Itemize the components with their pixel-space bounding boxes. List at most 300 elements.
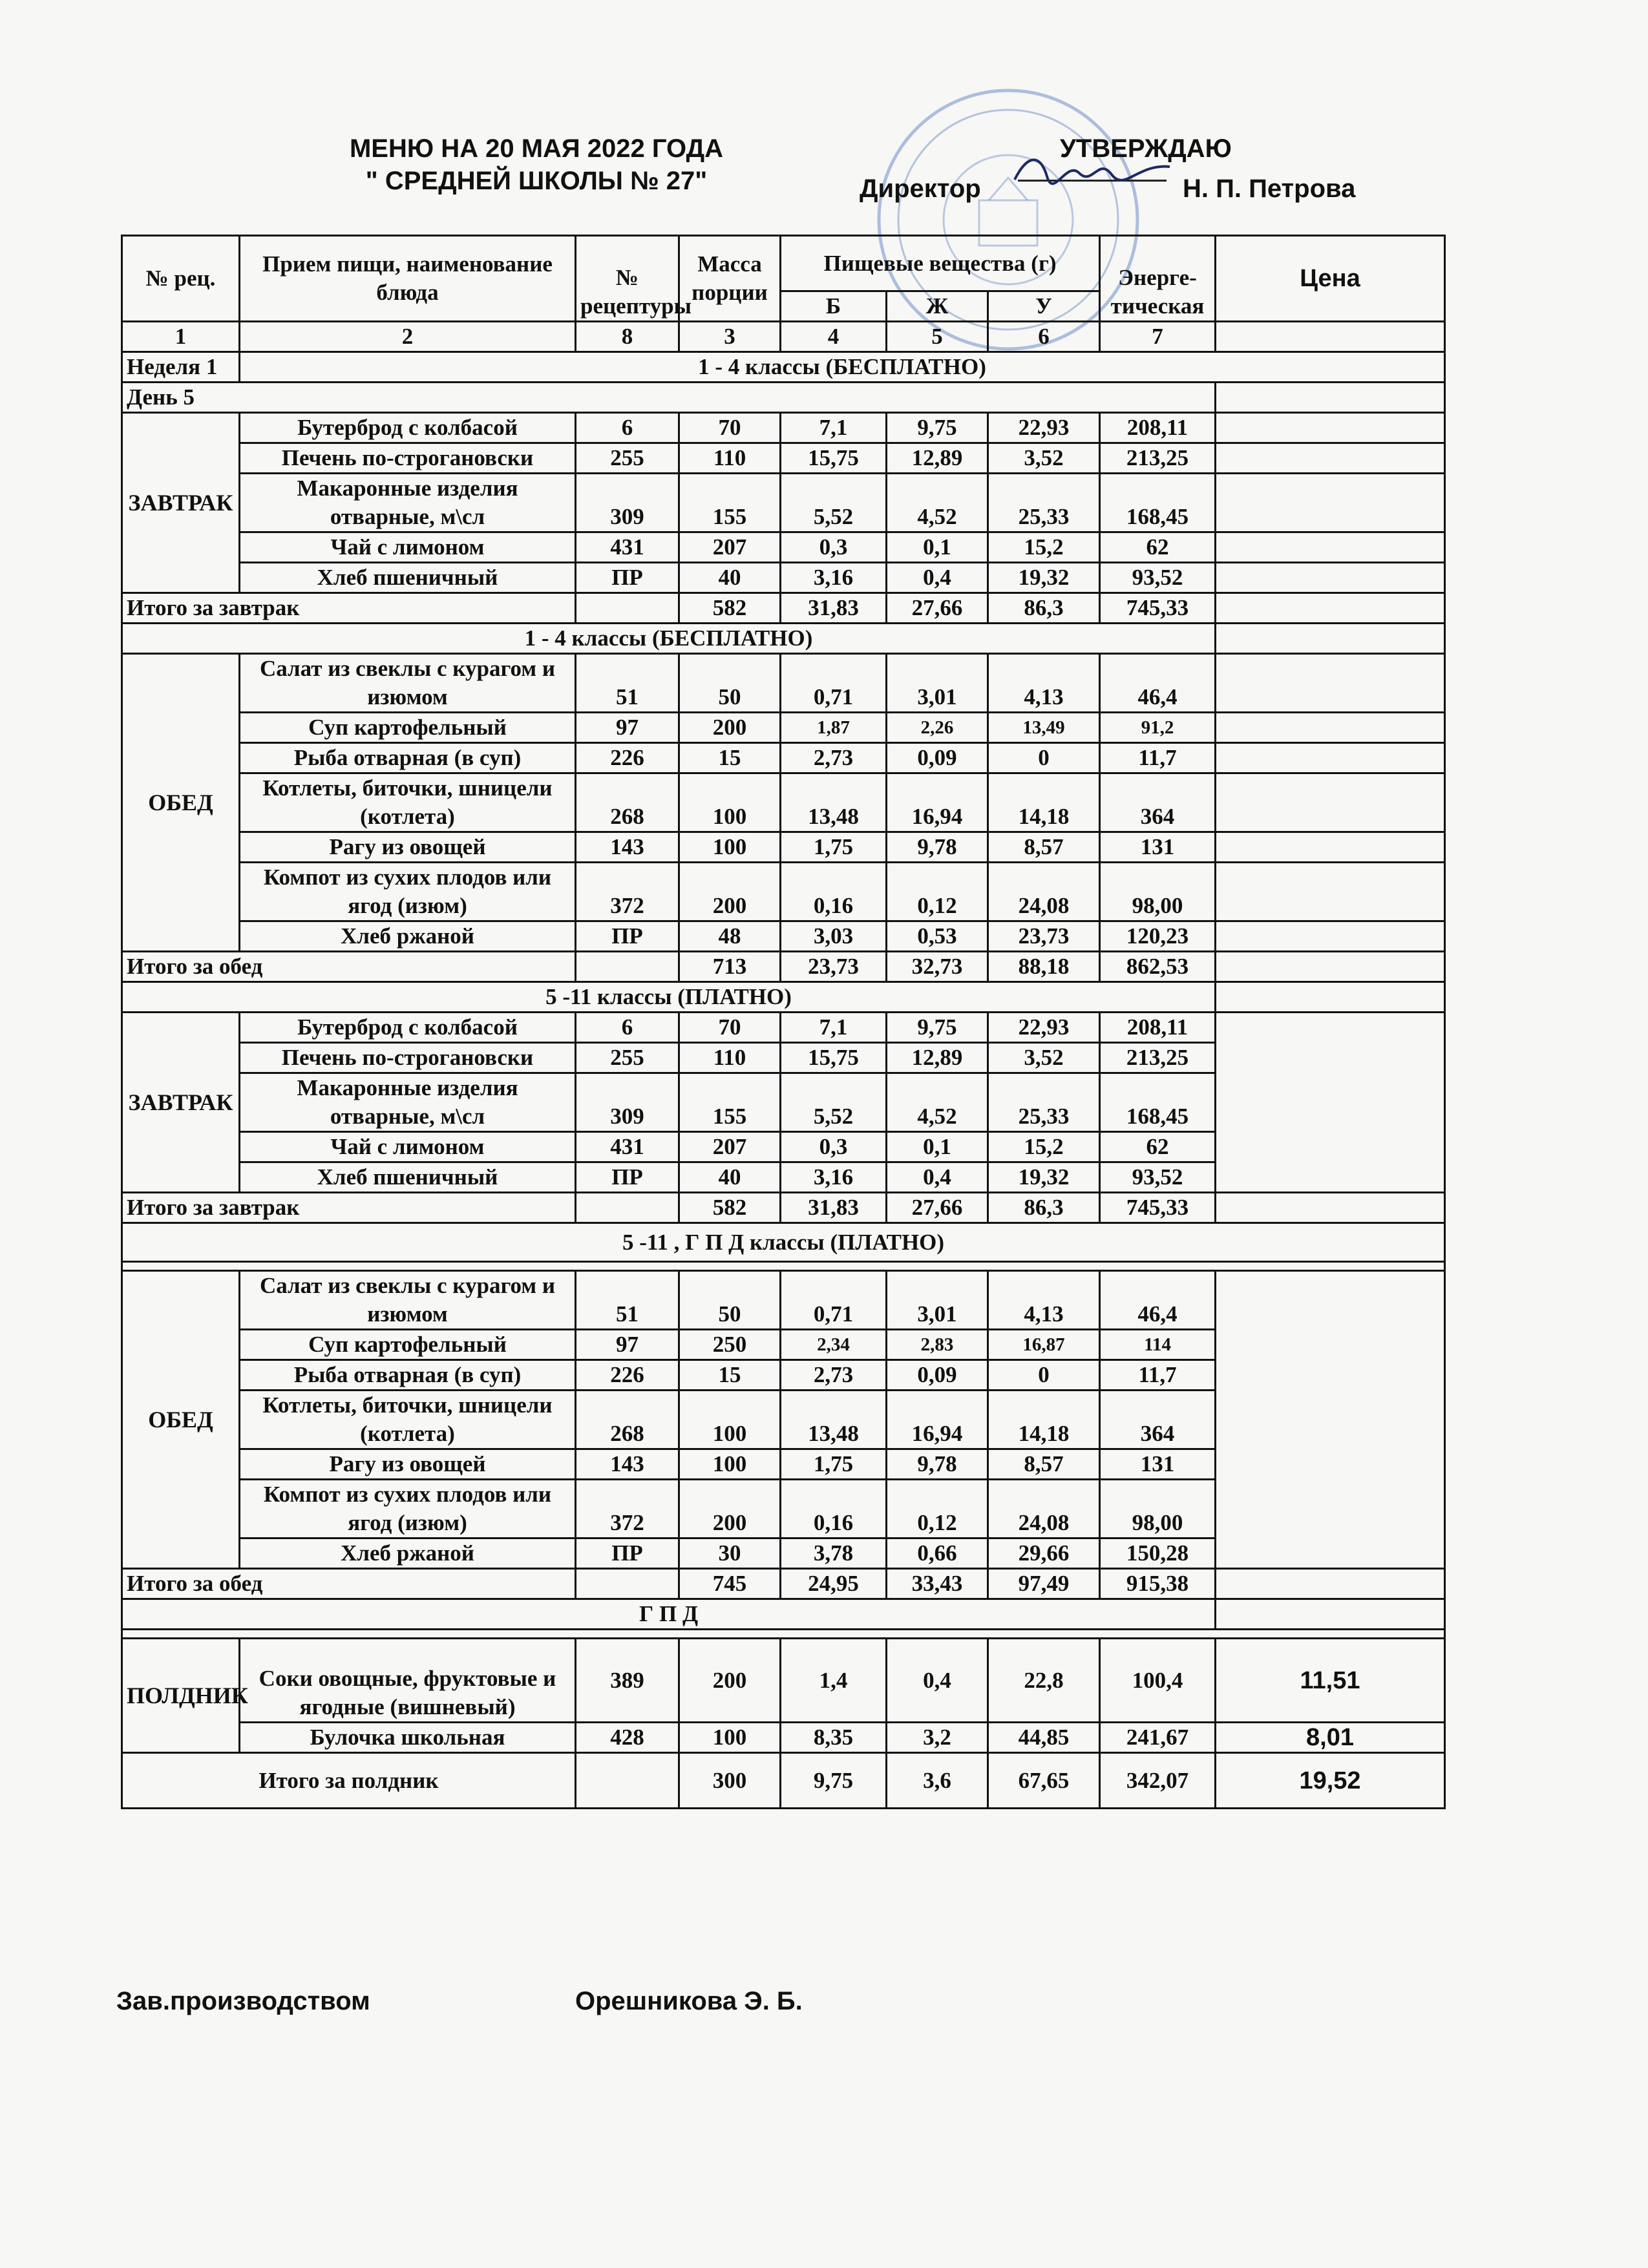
spacer-row [122, 1630, 1445, 1639]
column-number: 2 [240, 322, 576, 352]
total-mass: 745 [679, 1569, 781, 1599]
total-energy: 745,33 [1100, 593, 1216, 624]
menu-item-row [122, 1639, 1445, 1723]
dish-name: Бутерброд с колбасой [240, 413, 576, 443]
recipe-number: 226 [576, 1360, 679, 1391]
menu-item-row [122, 443, 1445, 474]
menu-item-row [122, 1013, 1445, 1043]
protein-value: 2,73 [781, 1360, 887, 1391]
energy-value: 114 [1100, 1330, 1216, 1360]
carb-value: 0 [988, 743, 1100, 773]
carb-value: 25,33 [988, 1073, 1100, 1132]
grade-row [122, 1223, 1445, 1262]
carb-value: 3,52 [988, 443, 1100, 474]
portion-mass: 40 [679, 1162, 781, 1193]
total-energy: 342,07 [1100, 1753, 1216, 1809]
recipe-number: ПР [576, 921, 679, 952]
grade-title: 5 -11 классы (ПЛАТНО) [122, 982, 1216, 1013]
total-label: Итого за обед [122, 1569, 576, 1599]
portion-mass: 200 [679, 1639, 781, 1723]
portion-mass: 250 [679, 1330, 781, 1360]
energy-value: 131 [1100, 1449, 1216, 1480]
protein-value: 0,71 [781, 654, 887, 713]
menu-item-row [122, 413, 1445, 443]
menu-table [121, 235, 1446, 1809]
column-number-row [122, 322, 1445, 352]
dish-name: Печень по-строгановски [240, 443, 576, 474]
dish-name: Чай с лимоном [240, 532, 576, 563]
price-cell [1216, 443, 1445, 474]
recipe-number: 97 [576, 1330, 679, 1360]
total-energy: 862,53 [1100, 952, 1216, 982]
total-fat: 27,66 [887, 593, 988, 624]
total-price-empty [1216, 1193, 1445, 1223]
total-price-empty [1216, 1569, 1445, 1599]
energy-value: 120,23 [1100, 921, 1216, 952]
recipe-number: 268 [576, 1391, 679, 1449]
menu-item-row [122, 563, 1445, 593]
recipe-number: 255 [576, 1043, 679, 1073]
carb-value: 29,66 [988, 1538, 1100, 1569]
empty-cell [1216, 383, 1445, 413]
fat-value: 9,75 [887, 1013, 988, 1043]
meal-label: ЗАВТРАК [122, 1013, 240, 1193]
carb-value: 22,93 [988, 1013, 1100, 1043]
carb-value: 4,13 [988, 654, 1100, 713]
document-title [304, 132, 769, 197]
carb-value: 24,08 [988, 1480, 1100, 1538]
portion-mass: 100 [679, 832, 781, 863]
total-label: Итого за завтрак [122, 1193, 576, 1223]
meal-label: ОБЕД [122, 654, 240, 952]
menu-item-row [122, 832, 1445, 863]
protein-value: 7,1 [781, 1013, 887, 1043]
dish-name: Булочка школьная [240, 1723, 576, 1753]
dish-name: Рыба отварная (в суп) [240, 1360, 576, 1391]
energy-value: 168,45 [1100, 1073, 1216, 1132]
total-mass: 582 [679, 1193, 781, 1223]
total-protein: 9,75 [781, 1753, 887, 1809]
carb-value: 19,32 [988, 1162, 1100, 1193]
total-label: Итого за завтрак [122, 593, 576, 624]
total-row [122, 1569, 1445, 1599]
spacer-cell [122, 1262, 1445, 1271]
portion-mass: 50 [679, 654, 781, 713]
total-energy: 915,38 [1100, 1569, 1216, 1599]
fat-value: 3,01 [887, 654, 988, 713]
fat-value: 4,52 [887, 474, 988, 532]
fat-value: 0,66 [887, 1538, 988, 1569]
fat-value: 2,83 [887, 1330, 988, 1360]
portion-mass: 200 [679, 863, 781, 921]
grade-row [122, 982, 1445, 1013]
energy-value: 131 [1100, 832, 1216, 863]
energy-value: 241,67 [1100, 1723, 1216, 1753]
fat-value: 2,26 [887, 713, 988, 743]
total-protein: 31,83 [781, 1193, 887, 1223]
dish-name: Хлеб пшеничный [240, 1162, 576, 1193]
recipe-number: 428 [576, 1723, 679, 1753]
dish-name: Компот из сухих плодов или ягод (изюм) [240, 863, 576, 921]
energy-value: 46,4 [1100, 1271, 1216, 1330]
energy-value: 46,4 [1100, 654, 1216, 713]
recipe-number: 226 [576, 743, 679, 773]
week-row [122, 352, 1445, 383]
dish-name: Хлеб пшеничный [240, 563, 576, 593]
footer-name: Орешникова Э. Б. [575, 1987, 803, 2015]
fat-value: 9,78 [887, 1449, 988, 1480]
protein-value: 5,52 [781, 474, 887, 532]
fat-value: 0,53 [887, 921, 988, 952]
dish-name: Соки овощные, фруктовые и ягодные (вишневый) [240, 1639, 576, 1723]
header-recipe: № рецептуры [576, 236, 679, 322]
protein-value: 1,4 [781, 1639, 887, 1723]
fat-value: 16,94 [887, 773, 988, 832]
total-carb: 67,65 [988, 1753, 1100, 1809]
dish-name: Салат из свеклы с курагом и изюмом [240, 1271, 576, 1330]
price-cell [1216, 413, 1445, 443]
price-cell [1216, 474, 1445, 532]
portion-mass: 200 [679, 713, 781, 743]
portion-mass: 155 [679, 474, 781, 532]
director-label: Директор [860, 174, 981, 203]
total-row [122, 952, 1445, 982]
recipe-number: 97 [576, 713, 679, 743]
header-b: Б [781, 291, 887, 322]
meal-label: ЗАВТРАК [122, 413, 240, 593]
total-mass: 582 [679, 593, 781, 624]
total-recipe-empty [576, 1753, 679, 1809]
director-name: Н. П. Петрова [1183, 174, 1356, 203]
price-cell [1216, 743, 1445, 773]
portion-mass: 15 [679, 1360, 781, 1391]
total-carb: 97,49 [988, 1569, 1100, 1599]
total-protein: 23,73 [781, 952, 887, 982]
dish-name: Рыба отварная (в суп) [240, 743, 576, 773]
total-fat: 27,66 [887, 1193, 988, 1223]
total-price-empty [1216, 593, 1445, 624]
energy-value: 98,00 [1100, 1480, 1216, 1538]
recipe-number: 6 [576, 413, 679, 443]
empty-cell [1216, 1599, 1445, 1630]
protein-value: 2,34 [781, 1330, 887, 1360]
dish-name: Хлеб ржаной [240, 1538, 576, 1569]
protein-value: 2,73 [781, 743, 887, 773]
menu-item-row [122, 1723, 1445, 1753]
grade-title: 1 - 4 классы (БЕСПЛАТНО) [122, 624, 1216, 654]
energy-value: 213,25 [1100, 1043, 1216, 1073]
meal-label: ПОЛДНИК [122, 1639, 240, 1753]
carb-value: 0 [988, 1360, 1100, 1391]
recipe-number: 268 [576, 773, 679, 832]
dish-name: Котлеты, биточки, шницели (котлета) [240, 773, 576, 832]
total-price: 19,52 [1216, 1753, 1445, 1809]
total-protein: 31,83 [781, 593, 887, 624]
dish-name: Печень по-строгановски [240, 1043, 576, 1073]
price-cell [1216, 1013, 1445, 1193]
recipe-number: ПР [576, 1538, 679, 1569]
energy-value: 98,00 [1100, 863, 1216, 921]
recipe-number: 143 [576, 1449, 679, 1480]
column-number: 4 [781, 322, 887, 352]
fat-value: 4,52 [887, 1073, 988, 1132]
fat-value: 0,12 [887, 1480, 988, 1538]
dish-name: Суп картофельный [240, 713, 576, 743]
total-recipe-empty [576, 1193, 679, 1223]
total-row [122, 593, 1445, 624]
recipe-number: 372 [576, 1480, 679, 1538]
grade-row [122, 624, 1445, 654]
header-price: Цена [1216, 236, 1445, 322]
carb-value: 15,2 [988, 1132, 1100, 1162]
price-cell [1216, 863, 1445, 921]
fat-value: 0,1 [887, 1132, 988, 1162]
header-mass: Масса порции [679, 236, 781, 322]
dish-name: Бутерброд с колбасой [240, 1013, 576, 1043]
menu-item-row [122, 921, 1445, 952]
menu-item-row [122, 532, 1445, 563]
column-number-price [1216, 322, 1445, 352]
total-label: Итого за обед [122, 952, 576, 982]
grade-title: 1 - 4 классы (БЕСПЛАТНО) [240, 352, 1445, 383]
protein-value: 13,48 [781, 773, 887, 832]
portion-mass: 30 [679, 1538, 781, 1569]
dish-name: Компот из сухих плодов или ягод (изюм) [240, 1480, 576, 1538]
fat-value: 9,75 [887, 413, 988, 443]
recipe-number: ПР [576, 1162, 679, 1193]
total-fat: 33,43 [887, 1569, 988, 1599]
protein-value: 3,16 [781, 1162, 887, 1193]
portion-mass: 110 [679, 443, 781, 474]
table-header-row [122, 236, 1445, 291]
dish-name: Макаронные изделия отварные, м\сл [240, 474, 576, 532]
portion-mass: 100 [679, 773, 781, 832]
menu-item-row [122, 743, 1445, 773]
protein-value: 5,52 [781, 1073, 887, 1132]
protein-value: 0,3 [781, 1132, 887, 1162]
signature-icon [1008, 147, 1176, 193]
menu-item-row [122, 713, 1445, 743]
dish-name: Чай с лимоном [240, 1132, 576, 1162]
energy-value: 93,52 [1100, 1162, 1216, 1193]
fat-value: 0,4 [887, 1639, 988, 1723]
total-mass: 300 [679, 1753, 781, 1809]
carb-value: 24,08 [988, 863, 1100, 921]
grade-title: 5 -11 , Г П Д классы (ПЛАТНО) [122, 1223, 1445, 1262]
spacer-row [122, 1262, 1445, 1271]
carb-value: 44,85 [988, 1723, 1100, 1753]
energy-value: 364 [1100, 1391, 1216, 1449]
total-recipe-empty [576, 952, 679, 982]
portion-mass: 50 [679, 1271, 781, 1330]
column-number: 7 [1100, 322, 1216, 352]
dish-name: Хлеб ржаной [240, 921, 576, 952]
portion-mass: 200 [679, 1480, 781, 1538]
total-label: Итого за полдник [122, 1753, 576, 1809]
protein-value: 3,78 [781, 1538, 887, 1569]
recipe-number: 6 [576, 1013, 679, 1043]
total-carb: 86,3 [988, 1193, 1100, 1223]
portion-mass: 48 [679, 921, 781, 952]
energy-value: 208,11 [1100, 1013, 1216, 1043]
title-line-1: МЕНЮ НА 20 МАЯ 2022 ГОДА [349, 134, 724, 163]
column-number: 3 [679, 322, 781, 352]
portion-mass: 70 [679, 413, 781, 443]
energy-value: 100,4 [1100, 1639, 1216, 1723]
header-num: № рец. [122, 236, 240, 322]
fat-value: 0,4 [887, 563, 988, 593]
header-u: У [988, 291, 1100, 322]
total-price-empty [1216, 952, 1445, 982]
dish-name: Рагу из овощей [240, 1449, 576, 1480]
fat-value: 9,78 [887, 832, 988, 863]
price-cell [1216, 654, 1445, 713]
menu-item-row [122, 654, 1445, 713]
price-cell [1216, 532, 1445, 563]
header-dish: Прием пищи, наименование блюда [240, 236, 576, 322]
protein-value: 1,75 [781, 832, 887, 863]
energy-value: 150,28 [1100, 1538, 1216, 1569]
total-carb: 86,3 [988, 593, 1100, 624]
dish-name: Салат из свеклы с курагом и изюмом [240, 654, 576, 713]
total-carb: 88,18 [988, 952, 1100, 982]
total-mass: 713 [679, 952, 781, 982]
carb-value: 22,93 [988, 413, 1100, 443]
energy-value: 208,11 [1100, 413, 1216, 443]
recipe-number: 51 [576, 1271, 679, 1330]
protein-value: 13,48 [781, 1391, 887, 1449]
fat-value: 0,12 [887, 863, 988, 921]
menu-item-row [122, 863, 1445, 921]
total-row [122, 1753, 1445, 1809]
dish-name: Макаронные изделия отварные, м\сл [240, 1073, 576, 1132]
fat-value: 16,94 [887, 1391, 988, 1449]
day-row [122, 383, 1445, 413]
fat-value: 0,09 [887, 1360, 988, 1391]
recipe-number: 389 [576, 1639, 679, 1723]
grade-title: Г П Д [122, 1599, 1216, 1630]
header-zh: Ж [887, 291, 988, 322]
carb-value: 23,73 [988, 921, 1100, 952]
portion-mass: 207 [679, 532, 781, 563]
protein-value: 1,75 [781, 1449, 887, 1480]
energy-value: 364 [1100, 773, 1216, 832]
column-number: 1 [122, 322, 240, 352]
protein-value: 15,75 [781, 1043, 887, 1073]
portion-mass: 40 [679, 563, 781, 593]
empty-cell [1216, 982, 1445, 1013]
protein-value: 15,75 [781, 443, 887, 474]
dish-name: Суп картофельный [240, 1330, 576, 1360]
menu-item-row [122, 773, 1445, 832]
energy-value: 91,2 [1100, 713, 1216, 743]
carb-value: 4,13 [988, 1271, 1100, 1330]
recipe-number: ПР [576, 563, 679, 593]
column-number: 6 [988, 322, 1100, 352]
carb-value: 14,18 [988, 773, 1100, 832]
carb-value: 8,57 [988, 832, 1100, 863]
gpd-row [122, 1599, 1445, 1630]
portion-mass: 155 [679, 1073, 781, 1132]
energy-value: 11,7 [1100, 743, 1216, 773]
column-number: 5 [887, 322, 988, 352]
protein-value: 3,16 [781, 563, 887, 593]
total-energy: 745,33 [1100, 1193, 1216, 1223]
carb-value: 14,18 [988, 1391, 1100, 1449]
recipe-number: 372 [576, 863, 679, 921]
fat-value: 12,89 [887, 1043, 988, 1073]
total-recipe-empty [576, 593, 679, 624]
fat-value: 3,01 [887, 1271, 988, 1330]
carb-value: 3,52 [988, 1043, 1100, 1073]
fat-value: 0,4 [887, 1162, 988, 1193]
fat-value: 3,2 [887, 1723, 988, 1753]
price-value: 8,01 [1216, 1723, 1445, 1753]
day-label: День 5 [122, 383, 1216, 413]
spacer-cell [122, 1630, 1445, 1639]
carb-value: 16,87 [988, 1330, 1100, 1360]
empty-cell [1216, 624, 1445, 654]
dish-name: Котлеты, биточки, шницели (котлета) [240, 1391, 576, 1449]
recipe-number: 51 [576, 654, 679, 713]
price-cell [1216, 773, 1445, 832]
energy-value: 93,52 [1100, 563, 1216, 593]
recipe-number: 431 [576, 1132, 679, 1162]
menu-table-body [122, 236, 1445, 1809]
recipe-number: 309 [576, 474, 679, 532]
recipe-number: 255 [576, 443, 679, 474]
protein-value: 8,35 [781, 1723, 887, 1753]
column-number: 8 [576, 322, 679, 352]
recipe-number: 143 [576, 832, 679, 863]
price-cell [1216, 713, 1445, 743]
protein-value: 1,87 [781, 713, 887, 743]
carb-value: 25,33 [988, 474, 1100, 532]
recipe-number: 431 [576, 532, 679, 563]
total-recipe-empty [576, 1569, 679, 1599]
portion-mass: 15 [679, 743, 781, 773]
protein-value: 0,16 [781, 1480, 887, 1538]
total-protein: 24,95 [781, 1569, 887, 1599]
carb-value: 15,2 [988, 532, 1100, 563]
fat-value: 12,89 [887, 443, 988, 474]
recipe-number: 309 [576, 1073, 679, 1132]
portion-mass: 100 [679, 1391, 781, 1449]
portion-mass: 100 [679, 1723, 781, 1753]
footer-role: Зав.производством [116, 1987, 370, 2015]
energy-value: 168,45 [1100, 474, 1216, 532]
price-cell [1216, 832, 1445, 863]
portion-mass: 100 [679, 1449, 781, 1480]
energy-value: 62 [1100, 532, 1216, 563]
fat-value: 0,09 [887, 743, 988, 773]
total-fat: 3,6 [887, 1753, 988, 1809]
energy-value: 11,7 [1100, 1360, 1216, 1391]
total-row [122, 1193, 1445, 1223]
header-energy: Энерге-тическая [1100, 236, 1216, 322]
portion-mass: 70 [679, 1013, 781, 1043]
price-value: 11,51 [1216, 1639, 1445, 1723]
menu-item-row [122, 1271, 1445, 1330]
fat-value: 0,1 [887, 532, 988, 563]
energy-value: 62 [1100, 1132, 1216, 1162]
menu-item-row [122, 474, 1445, 532]
carb-value: 13,49 [988, 713, 1100, 743]
protein-value: 0,71 [781, 1271, 887, 1330]
meal-label: ОБЕД [122, 1271, 240, 1569]
price-cell [1216, 1271, 1445, 1569]
portion-mass: 110 [679, 1043, 781, 1073]
